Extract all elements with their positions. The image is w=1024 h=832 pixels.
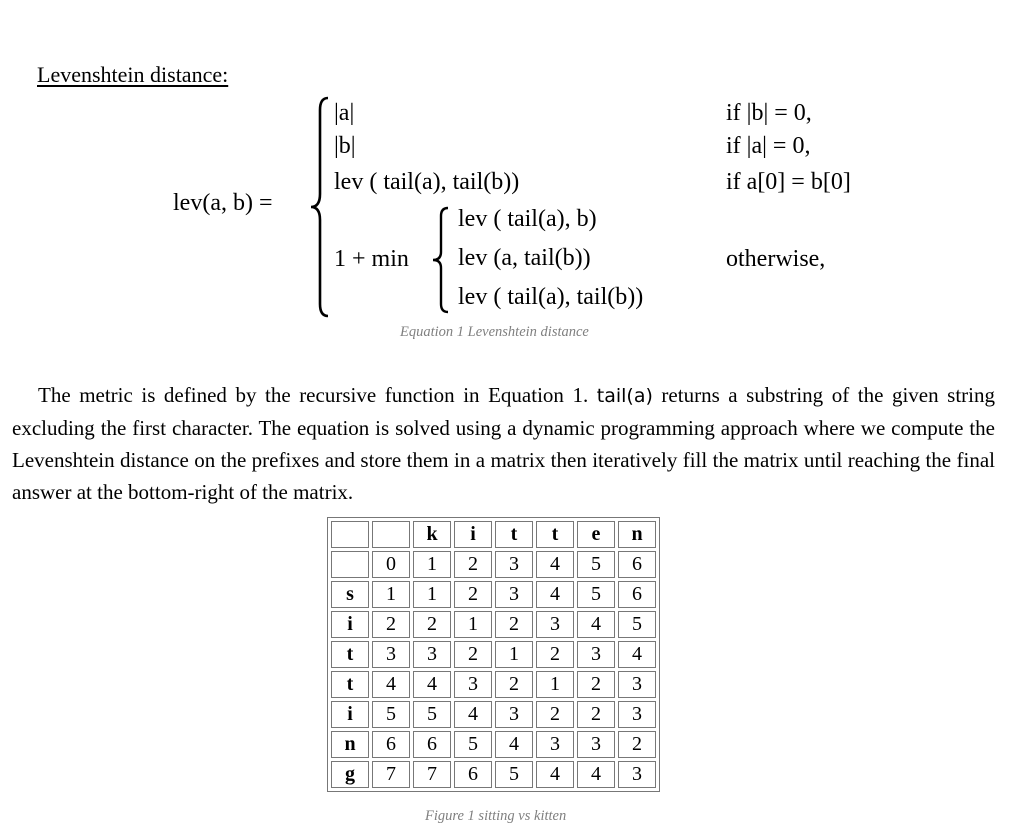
otherwise-prefix: 1 + min <box>334 246 409 272</box>
matrix-cell: 5 <box>495 761 533 788</box>
matrix-cell: 1 <box>413 581 451 608</box>
matrix-cell: 3 <box>495 701 533 728</box>
matrix-cell: 1 <box>495 641 533 668</box>
matrix-cell: 3 <box>372 641 410 668</box>
matrix-cell: 6 <box>413 731 451 758</box>
matrix-cell: 2 <box>454 581 492 608</box>
section-heading: Levenshtein distance: <box>37 62 229 87</box>
matrix-cell: 5 <box>618 611 656 638</box>
case-cond-2: if |a| = 0, <box>726 133 811 159</box>
column-header: n <box>618 521 656 548</box>
lhs-args: (a, b) <box>202 190 253 216</box>
matrix-cell: 3 <box>413 641 451 668</box>
case-cond-1: if |b| = 0, <box>726 100 812 126</box>
inline-code: tail(a) <box>596 385 653 407</box>
min-term-2: lev (a, tail(b)) <box>458 245 591 271</box>
paragraph-text-1: The metric is defined by the recursive function in Equation 1. <box>38 383 597 407</box>
matrix-cell: 4 <box>577 611 615 638</box>
row-header: t <box>331 671 369 698</box>
paragraph-text-2: returns a substring of the given string excluding the first character. The equation is solved using a dynamic programming approach where we compute the Levenshtein distance on the prefixes and store them in a matrix then iteratively fill the matrix until reaching the final answer at the bottom-right of the matrix. <box>12 383 995 504</box>
matrix-row <box>331 671 656 698</box>
row-header: i <box>331 611 369 638</box>
matrix-cell: 6 <box>618 581 656 608</box>
matrix-row <box>331 641 656 668</box>
matrix-cell: 6 <box>372 731 410 758</box>
matrix-row <box>331 551 656 578</box>
matrix-cell: 3 <box>536 731 574 758</box>
matrix-cell: 2 <box>413 611 451 638</box>
row-header: s <box>331 581 369 608</box>
column-header: t <box>495 521 533 548</box>
matrix-cell: 6 <box>618 551 656 578</box>
matrix-cell: 1 <box>372 581 410 608</box>
matrix-cell: 5 <box>413 701 451 728</box>
column-header: t <box>536 521 574 548</box>
matrix-cell: 5 <box>577 551 615 578</box>
matrix-cell: 4 <box>495 731 533 758</box>
row-header: i <box>331 701 369 728</box>
matrix-cell: 3 <box>454 671 492 698</box>
levenshtein-matrix <box>327 517 660 792</box>
case-expr-1: |a| <box>334 100 355 126</box>
matrix-cell: 4 <box>577 761 615 788</box>
matrix-row <box>331 701 656 728</box>
row-header <box>331 551 369 578</box>
matrix-cell: 2 <box>454 551 492 578</box>
matrix-cell: 2 <box>618 731 656 758</box>
outer-brace <box>308 96 332 318</box>
matrix-cell: 6 <box>454 761 492 788</box>
matrix-cell: 4 <box>372 671 410 698</box>
matrix-cell: 3 <box>618 701 656 728</box>
matrix-cell: 3 <box>618 761 656 788</box>
column-header <box>331 521 369 548</box>
matrix-cell: 1 <box>536 671 574 698</box>
matrix-cell: 1 <box>413 551 451 578</box>
matrix-cell: 5 <box>577 581 615 608</box>
matrix-cell: 3 <box>618 671 656 698</box>
matrix-row <box>331 731 656 758</box>
matrix-cell: 0 <box>372 551 410 578</box>
case-expr-2: |b| <box>334 133 356 159</box>
matrix-row <box>331 581 656 608</box>
otherwise-cond: otherwise, <box>726 246 826 272</box>
matrix-cell: 3 <box>495 551 533 578</box>
matrix-cell: 2 <box>495 671 533 698</box>
matrix-cell: 4 <box>413 671 451 698</box>
lhs-equals: = <box>258 190 273 216</box>
column-header: i <box>454 521 492 548</box>
body-paragraph <box>12 379 995 508</box>
matrix-cell: 2 <box>495 611 533 638</box>
case-expr-3: lev ( tail(a), tail(b)) <box>334 169 520 195</box>
figure-caption: Figure 1 sitting vs kitten <box>425 808 567 824</box>
matrix-cell: 2 <box>536 641 574 668</box>
matrix-cell: 5 <box>372 701 410 728</box>
matrix-row <box>331 611 656 638</box>
row-header: t <box>331 641 369 668</box>
matrix-cell: 2 <box>372 611 410 638</box>
matrix-cell: 4 <box>536 761 574 788</box>
matrix-cell: 3 <box>577 641 615 668</box>
row-header: n <box>331 731 369 758</box>
min-term-3: lev ( tail(a), tail(b)) <box>458 284 644 310</box>
matrix-cell: 2 <box>536 701 574 728</box>
matrix-cell: 1 <box>454 611 492 638</box>
matrix-cell: 3 <box>577 731 615 758</box>
matrix-cell: 4 <box>536 581 574 608</box>
equation-caption: Equation 1 Levenshtein distance <box>400 324 589 340</box>
matrix-header-row <box>331 521 656 548</box>
matrix-cell: 3 <box>495 581 533 608</box>
equation-lhs <box>173 191 273 215</box>
matrix-cell: 2 <box>454 641 492 668</box>
matrix-row <box>331 761 656 788</box>
row-header: g <box>331 761 369 788</box>
column-header: k <box>413 521 451 548</box>
matrix-cell: 4 <box>618 641 656 668</box>
column-header <box>372 521 410 548</box>
lhs-function: lev <box>173 190 203 216</box>
column-header: e <box>577 521 615 548</box>
matrix-cell: 5 <box>454 731 492 758</box>
case-cond-3: if a[0] = b[0] <box>726 169 851 195</box>
matrix-cell: 7 <box>372 761 410 788</box>
matrix-cell: 4 <box>536 551 574 578</box>
matrix-cell: 3 <box>536 611 574 638</box>
min-term-1: lev ( tail(a), b) <box>458 206 597 232</box>
matrix-cell: 2 <box>577 671 615 698</box>
matrix-cell: 2 <box>577 701 615 728</box>
matrix-cell: 4 <box>454 701 492 728</box>
inner-brace <box>430 206 452 314</box>
matrix-cell: 7 <box>413 761 451 788</box>
